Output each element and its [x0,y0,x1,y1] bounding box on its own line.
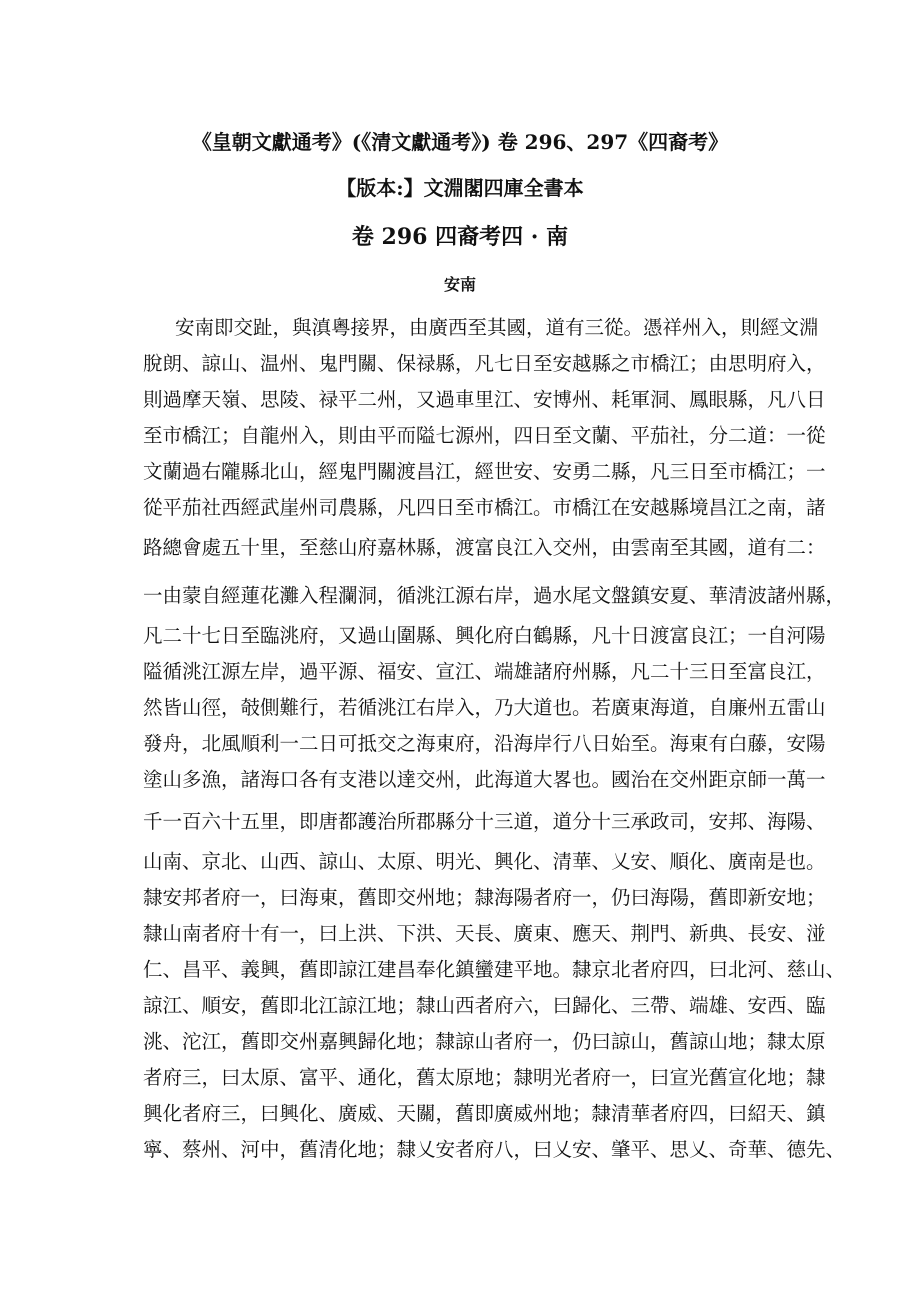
text-line: 從平茄社西經武崖州司農縣，凡四日至市橋江。市橋江在安越縣境昌江之南，諸 [143,496,826,519]
text-line: 發舟，北風順利一二日可抵交之海東府，沿海岸行八日始至。海東有白藤，安陽 [143,732,826,755]
text-line: 安南即交趾，與滇粵接界，由廣西至其國，道有三從。憑祥州入，則經文淵 [175,316,819,339]
text-line: 仁、昌平、義興，舊即諒江建昌奉化鎮蠻建平地。隸京北者府四，曰北河、慈山、 [143,958,846,981]
text-line: 隸山南者府十有一，曰上洪、下洪、天長、廣東、應天、荆門、新典、長安、湴 [143,922,826,945]
text-line: 者府三，曰太原、富平、通化，舊太原地；隸明光者府一，曰宣光舊宣化地；隸 [143,1066,826,1089]
text-line: 興化者府三，曰興化、廣威、天關，舊即廣威州地；隸清華者府四，曰紹天、鎮 [143,1102,826,1125]
text-line: 塗山多漁，諸海口各有支港以達交州，此海道大畧也。國治在交州距京師一萬一 [143,768,826,791]
text-line: 諒江、順安，舊即北江諒江地；隸山西者府六，曰歸化、三帶、端雄、安西、臨 [143,994,826,1017]
section-heading: 安南 [443,275,476,294]
volume-heading: 卷 296 四裔考四 · 南 [351,224,569,250]
text-line: 隸安邦者府一，曰海東，舊即交州地；隸海陽者府一，仍曰海陽，舊即新安地； [143,886,826,909]
text-line: 然皆山徑，攲側難行，若循洮江右岸入，乃大道也。若廣東海道，自廉州五雷山 [143,696,826,719]
text-line: 寧、蔡州、河中，舊清化地；隸乂安者府八，曰乂安、肇平、思乂、奇華、德先、 [143,1138,846,1161]
text-line: 隘循洮江源左岸，過平源、福安、宣江、端雄諸府州縣，凡二十三日至富良江， [143,660,826,683]
text-line: 凡二十七日至臨洮府，又過山圍縣、興化府白鶴縣，凡十日渡富良江；一自河陽 [143,624,826,647]
text-line: 洮、沱江，舊即交州嘉興歸化地；隸諒山者府一，仍曰諒山，舊諒山地；隸太原 [143,1030,826,1053]
text-line: 則過摩天嶺、思陵、禄平二州，又過車里江、安博州、耗軍洞、鳳眼縣，凡八日 [143,388,826,411]
edition-heading: 【版本:】文淵閣四庫全書本 [336,176,584,200]
text-line: 文蘭過右隴縣北山，經鬼門關渡昌江，經世安、安勇二縣，凡三日至市橋江；一 [143,460,826,483]
text-line: 脫朗、諒山、温州、鬼門關、保禄縣，凡七日至安越縣之市橋江；由思明府入， [143,352,826,375]
text-line: 一由蒙自經蓮花灘入程瀾洞，循洮江源右岸，過水尾文盤鎮安夏、華清波諸州縣， [143,584,846,607]
text-line: 路總會處五十里，至慈山府嘉林縣，渡富良江入交州，由雲南至其國，道有二： [143,536,826,559]
text-line: 山南、京北、山西、諒山、太原、明光、興化、清華、乂安、順化、廣南是也。 [143,850,826,873]
text-line: 千一百六十五里，即唐都護治所郡縣分十三道，道分十三承政司，安邦、海陽、 [143,810,826,833]
document-title: 《皇朝文獻通考》(《清文獻通考》) 卷 296、297《四裔考》 [191,130,729,154]
text-line: 至市橋江；自龍州入，則由平而隘七源州，四日至文蘭、平茄社，分二道：一從 [143,424,826,447]
